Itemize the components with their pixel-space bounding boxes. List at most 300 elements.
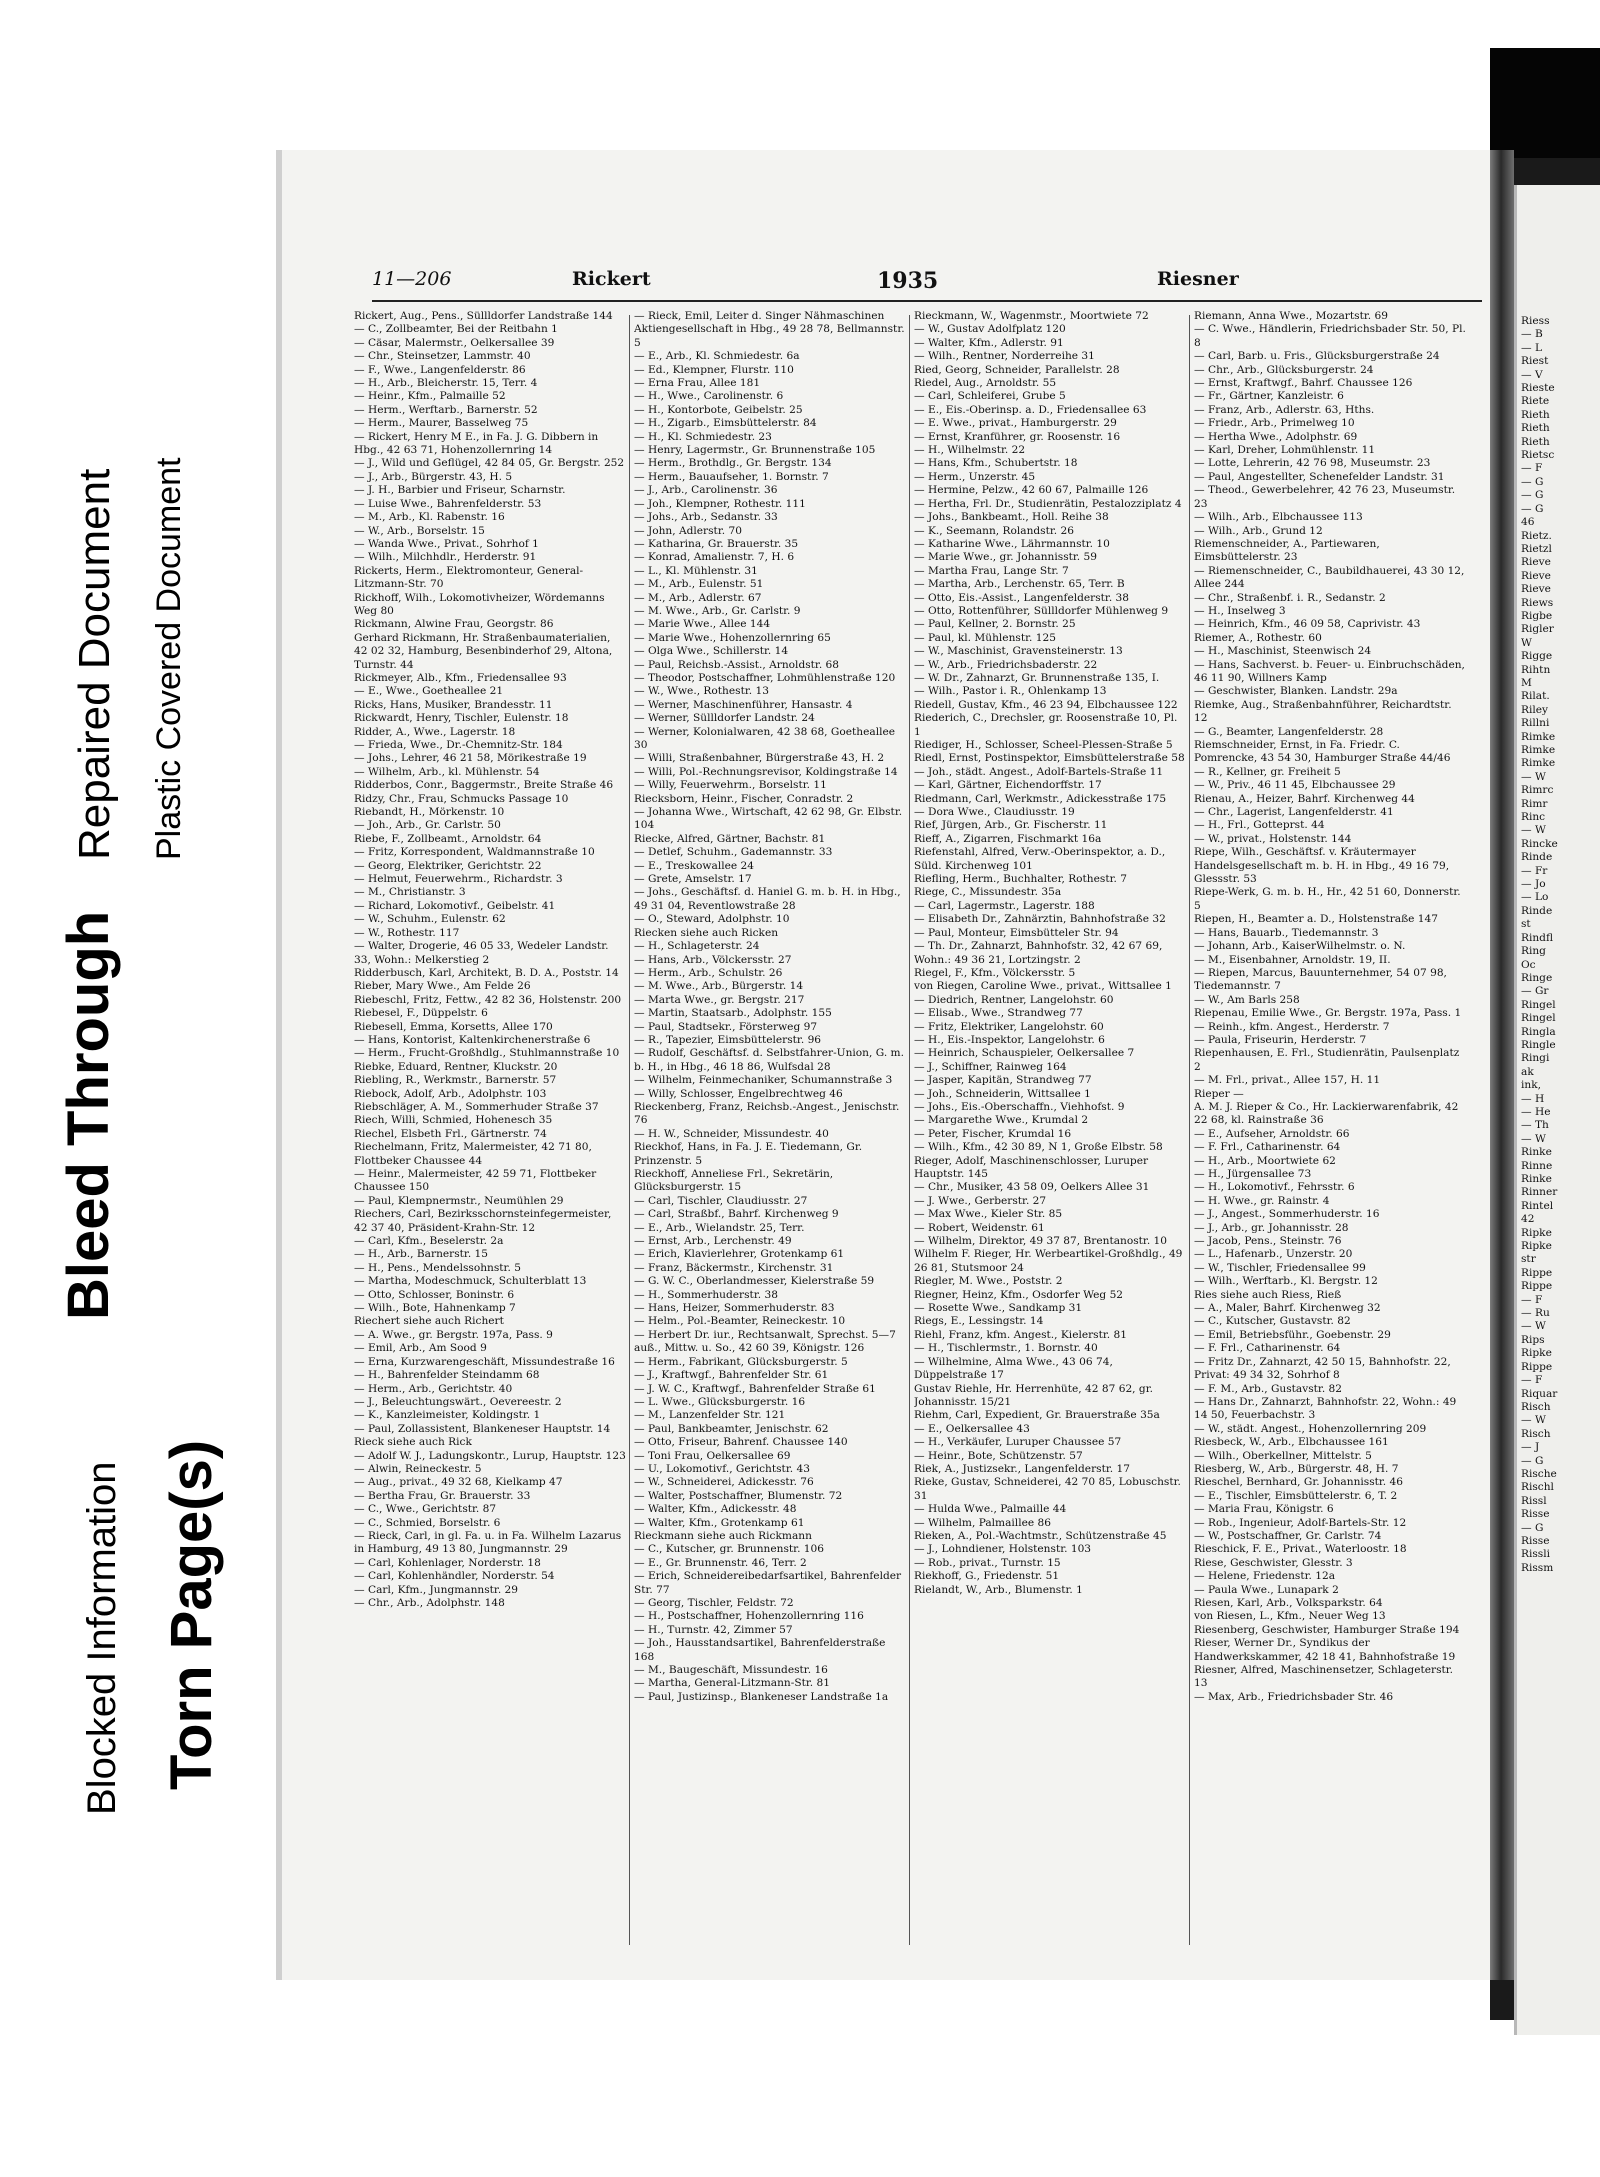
directory-entry: — H., Arb., Barnerstr. 15: [354, 1248, 489, 1261]
next-page-fragment: Ringel: [1521, 998, 1556, 1011]
directory-entry: — H. Wwe., gr. Rainstr. 4: [1194, 1194, 1330, 1207]
directory-entry: Riebock, Adolf, Arb., Adolphstr. 103: [354, 1087, 547, 1100]
directory-entry: — Maria Frau, Königstr. 6: [1194, 1503, 1334, 1516]
directory-entry: — M., Baugeschäft, Missundestr. 16: [634, 1664, 828, 1677]
column-divider: [909, 315, 910, 1945]
directory-entry: — Cäsar, Malermstr., Oelkersallee 39: [354, 336, 555, 349]
next-page-fragment: — W: [1521, 1320, 1546, 1333]
directory-entry: Riegner, Heinz, Kfm., Osdorfer Weg 52: [914, 1288, 1124, 1301]
directory-entry: — H. W., Schneider, Missundestr. 40: [634, 1127, 829, 1140]
directory-entry: — Herm., Fabrikant, Glücksburgerstr. 5: [634, 1355, 848, 1368]
next-page-fragment: Rinde: [1521, 851, 1553, 864]
directory-entry: Rieber, Mary Wwe., Am Felde 26: [354, 980, 531, 993]
next-page-fragment: Rimr: [1521, 797, 1548, 810]
next-page-fragment: Riess: [1521, 315, 1550, 327]
directory-entry: — Rudolf, Geschäftsf. d. Selbstfahrer-Union, G. m. b. H., in Hbg., 46 18 86, Wulfsdal 28: [634, 1047, 904, 1073]
next-page-fragment: — F: [1521, 1293, 1543, 1306]
directory-entry: — Hans, Bauarb., Tiedemannstr. 3: [1194, 926, 1379, 939]
next-page-fragment: Rieve: [1521, 583, 1551, 596]
directory-entry: — A. Wwe., gr. Bergstr. 197a, Pass. 9: [354, 1328, 553, 1341]
directory-entry: Rickert, Aug., Pens., Süllldorfer Landstraße 144: [354, 310, 613, 322]
directory-entry: — Elisabeth Dr., Zahnärztin, Bahnhofstraße 32: [914, 913, 1166, 926]
directory-entry: — Katharina, Gr. Brauerstr. 35: [634, 537, 799, 550]
directory-entry: — F. M., Arb., Gustavstr. 82: [1194, 1382, 1343, 1395]
next-page-fragment: — Th: [1521, 1119, 1549, 1132]
directory-entry: — Franz, Bäckermstr., Kirchenstr. 31: [634, 1261, 834, 1274]
directory-entry: — M., Arb., Kl. Rabenstr. 16: [354, 511, 505, 524]
next-page-fragment: — G: [1521, 489, 1544, 502]
directory-entry: — H., Arb., Moortwiete 62: [1194, 1154, 1336, 1167]
next-page-fragment: Rieve: [1521, 556, 1551, 569]
directory-entry: von Riesen, L., Kfm., Neuer Weg 13: [1194, 1610, 1386, 1623]
directory-entry: Ried, Georg, Schneider, Parallelstr. 28: [914, 363, 1120, 376]
scan-background-corner: [1490, 48, 1600, 158]
directory-entry: — Otto, Eis.-Assist., Langenfelderstr. 38: [914, 591, 1130, 604]
directory-entry: — Chr., Straßenbf. i. R., Sedanstr. 2: [1194, 591, 1386, 604]
directory-entry: — Geschwister, Blanken. Landstr. 29a: [1194, 685, 1398, 698]
header-first-name: Rickert: [572, 268, 651, 290]
next-page-fragment: Rincke: [1521, 837, 1558, 850]
directory-entry: — M. Frl., privat., Allee 157, H. 11: [1194, 1074, 1381, 1087]
directory-entry: — Werner, Süllldorfer Landstr. 24: [634, 712, 815, 725]
directory-entry: Riepe-Werk, G. m. b. H., Hr., 42 51 60, Donnerstr. 5: [1194, 886, 1461, 912]
directory-entry: Gustav Riehle, Hr. Herrenhüte, 42 87 62, gr. Johannisstr. 15/21: [914, 1382, 1153, 1408]
directory-entry: Riegs, E., Lessingstr. 14: [914, 1315, 1044, 1328]
next-page-fragment: — W: [1521, 1414, 1546, 1427]
directory-entry: Riediger, H., Schlosser, Scheel-Plessen-Straße 5: [914, 739, 1173, 751]
directory-entry: — Carl, Schleiferei, Grube 5: [914, 390, 1066, 403]
directory-entry: — Martha, Modeschmuck, Schulterblatt 13: [354, 1275, 587, 1288]
directory-entry: — Carl, Tischler, Claudiusstr. 27: [634, 1194, 808, 1207]
directory-entry: — U., Lokomotivf., Gerichtstr. 43: [634, 1462, 810, 1475]
next-page-fragment: — Lo: [1521, 891, 1549, 904]
next-page-fragment: — G: [1521, 1521, 1544, 1534]
directory-entry: — Katharine Wwe., Lährmannstr. 10: [914, 537, 1110, 550]
directory-entry: Riepenau, Emilie Wwe., Gr. Bergstr. 197a, Pass. 1: [1194, 1007, 1462, 1020]
next-page-fragment: ak: [1521, 1065, 1534, 1078]
directory-entry: — Chr., Musiker, 43 58 09, Oelkers Allee 31: [914, 1181, 1150, 1194]
next-page-fragment: Rilat.: [1521, 690, 1550, 703]
next-page-fragment: Rippe: [1521, 1360, 1553, 1373]
next-page-fragment: Risch: [1521, 1400, 1551, 1413]
directory-column-4: [1194, 310, 1466, 1950]
directory-entry: Rieff, A., Zigarren, Fischmarkt 16a: [914, 832, 1102, 845]
directory-entry: Rieper —: [1194, 1087, 1244, 1100]
directory-entry: Riebeschl, Fritz, Fettw., 42 82 36, Holstenstr. 200: [354, 993, 622, 1006]
directory-entry: — Heinr., Bote, Schützenstr. 57: [914, 1449, 1083, 1462]
directory-entry: — Ed., Klempner, Flurstr. 110: [634, 363, 794, 376]
directory-entry: — Walter, Drogerie, 46 05 33, Wedeler Landstr. 33, Wohn.: Melkerstieg 2: [354, 940, 609, 966]
next-page-fragment: Riews: [1521, 596, 1554, 609]
directory-entry: — Chr., Arb., Adolphstr. 148: [354, 1597, 505, 1609]
directory-entry: Riecksborn, Heinr., Fischer, Conradstr. 2: [634, 792, 854, 805]
next-page-fragment: — F: [1521, 1374, 1543, 1387]
directory-entry: Rieschick, F. E., Privat., Waterloostr. 18: [1194, 1543, 1407, 1556]
next-page-fragment: ink,: [1521, 1079, 1541, 1092]
directory-entry: — Wilh., Pastor i. R., Ohlenkamp 13: [914, 685, 1107, 698]
directory-entry: — K., Seemann, Rolandstr. 26: [914, 524, 1074, 537]
directory-entry: — H., Maschinist, Steenwisch 24: [1194, 645, 1372, 658]
directory-entry: — Rob., Ingenieur, Adolf-Bartels-Str. 12: [1194, 1516, 1407, 1529]
directory-entry: Rielandt, W., Arb., Blumenstr. 1: [914, 1583, 1083, 1596]
directory-entry: — W., Priv., 46 11 45, Elbchaussee 29: [1194, 779, 1396, 792]
directory-entry: — Henry, Lagermstr., Gr. Brunnenstraße 105: [634, 444, 876, 457]
directory-entry: Riefenstahl, Alfred, Verw.-Oberinspektor, a. D., Süld. Kirchenweg 101: [914, 846, 1166, 872]
directory-entry: Riebe, F., Zollbeamt., Arnoldstr. 64: [354, 832, 542, 845]
next-page-column: [1521, 315, 1600, 1955]
directory-entry: — Carl, Kohlenhändler, Norderstr. 54: [354, 1570, 555, 1583]
directory-entry: Riemke, Aug., Straßenbahnführer, Reichardtstr. 12: [1194, 698, 1452, 725]
directory-entry: — Hans, Arb., Völckersstr. 27: [634, 953, 792, 966]
directory-entry: — E. Wwe., privat., Hamburgerstr. 29: [914, 417, 1117, 430]
column-divider: [1189, 315, 1190, 1945]
directory-entry: — Wilh., Arb., Grund 12: [1194, 524, 1323, 537]
directory-entry: Riepen, H., Beamter a. D., Holstenstraße 147: [1194, 913, 1439, 926]
directory-entry: — E., Aufseher, Arnoldstr. 66: [1194, 1127, 1350, 1140]
directory-entry: — Werner, Kolonialwaren, 42 38 68, Goetheallee 30: [634, 725, 896, 751]
directory-entry: — Helm., Pol.-Beamter, Reineckestr. 10: [634, 1315, 846, 1328]
directory-entry: — Paul, Stadtsekr., Försterweg 97: [634, 1020, 818, 1033]
next-page-fragment: W: [1521, 636, 1532, 649]
directory-entry: — Joh., Klempner, Rothestr. 111: [634, 497, 806, 510]
directory-entry: Rieschel, Bernhard, Gr. Johannisstr. 46: [1194, 1476, 1404, 1489]
directory-entry: Riesbeck, W., Arb., Elbchaussee 161: [1194, 1436, 1389, 1449]
directory-entry: — Herm., Werftarb., Barnerstr. 52: [354, 403, 538, 416]
directory-entry: — C., Kutscher, gr. Brunnenstr. 106: [634, 1543, 825, 1556]
next-page-fragment: — V: [1521, 368, 1543, 381]
directory-entry: — Herm., Arb., Gerichtstr. 40: [354, 1382, 513, 1395]
directory-entry: — Emil, Betriebsführ., Goebenstr. 29: [1194, 1328, 1391, 1341]
directory-entry: Rieser, Werner Dr., Syndikus der Handwerkskammer, 42 18 41, Bahnhofstraße 19: [1194, 1637, 1456, 1663]
directory-entry: — H., Turnstr. 42, Zimmer 57: [634, 1623, 793, 1636]
directory-entry: — Paul, kl. Mühlenstr. 125: [914, 631, 1056, 644]
next-page-fragment: — F: [1521, 462, 1543, 475]
directory-entry: — J. Wwe., Gerberstr. 27: [914, 1194, 1047, 1207]
directory-entry: — Paul, Klempnermstr., Neumühlen 29: [354, 1194, 564, 1207]
directory-entry: — C., Kutscher, Gustavstr. 82: [1194, 1315, 1351, 1328]
directory-entry: — Ernst, Kranführer, gr. Roosenstr. 16: [914, 430, 1121, 443]
directory-entry: — F. Frl., Catharinenstr. 64: [1194, 1342, 1341, 1355]
directory-entry: — Lotte, Lehrerin, 42 76 98, Museumstr. 23: [1194, 457, 1431, 470]
next-page-fragment: Rigler: [1521, 623, 1554, 636]
directory-entry: — Carl, Kfm., Beselerstr. 2a: [354, 1235, 504, 1248]
next-page-fragment: — J: [1521, 1441, 1540, 1454]
directory-entry: Riechers, Carl, Bezirksschornsteinfegermeister, 42 37 40, Präsident-Krahn-Str. 12: [354, 1208, 612, 1234]
directory-entry: — Dora Wwe., Claudiusstr. 19: [914, 806, 1075, 819]
directory-entry: Rieckenberg, Franz, Reichsb.-Angest., Jenischstr. 76: [634, 1100, 900, 1127]
directory-entry: — J., Lohndiener, Holstenstr. 103: [914, 1543, 1092, 1556]
next-page-fragment: Rische: [1521, 1467, 1557, 1480]
directory-entry: Rickerts, Herm., Elektromonteur, General-Litzmann-Str. 70: [354, 564, 584, 591]
directory-entry: Riebesel, F., Düppelstr. 6: [354, 1007, 488, 1020]
directory-entry: Ridderbusch, Karl, Architekt, B. D. A., Poststr. 14: [354, 966, 619, 979]
directory-entry: — Johanna Wwe., Wirtschaft, 42 62 98, Gr. Elbstr. 104: [634, 806, 903, 832]
directory-entry: — H., Kontorbote, Geibelstr. 25: [634, 403, 803, 416]
directory-entry: — C., Schmied, Borselstr. 6: [354, 1516, 501, 1529]
directory-entry: — Herm., Bauaufseher, 1. Bornstr. 7: [634, 470, 829, 483]
directory-entry: — Heinrich, Kfm., 46 09 58, Caprivistr. 43: [1194, 618, 1421, 631]
directory-entry: — M., Arb., Eulenstr. 51: [634, 578, 764, 591]
directory-entry: — J., Beleuchtungswärt., Oevereestr. 2: [354, 1395, 562, 1408]
directory-entry: Riechelmann, Fritz, Malermeister, 42 71 80, Flottbeker Chaussee 44: [354, 1141, 592, 1167]
directory-entry: — H., Schlageterstr. 24: [634, 940, 760, 953]
directory-entry: — E., Arb., Wielandstr. 25, Terr.: [634, 1221, 805, 1234]
directory-entry: — Marta Wwe., gr. Bergstr. 217: [634, 993, 805, 1006]
next-page-fragment: Ringi: [1521, 1052, 1550, 1065]
next-page-fragment: Rillni: [1521, 717, 1550, 730]
torn-pages-label: Torn Page(s): [159, 1439, 224, 1790]
directory-entry: Rickmann, Alwine Frau, Georgstr. 86: [354, 618, 554, 631]
directory-entry: — Paul, Justizinsp., Blankeneser Landstraße 1a: [634, 1690, 889, 1703]
directory-entry: Riemann, Anna Wwe., Mozartstr. 69: [1194, 310, 1388, 322]
directory-entry: — O., Steward, Adolphstr. 10: [634, 913, 790, 926]
directory-entry: A. M. J. Rieper & Co., Hr. Lackierwarenfabrik, 42 22 68, kl. Rainstraße 36: [1194, 1100, 1459, 1127]
next-page-fragment: — H: [1521, 1092, 1545, 1105]
directory-entry: — C. Wwe., Händlerin, Friedrichsbader Str. 50, Pl. 8: [1194, 323, 1466, 349]
directory-entry: Riedell, Gustav, Kfm., 46 23 94, Elbchaussee 122: [914, 698, 1178, 711]
directory-entry: Riese, Geschwister, Glesstr. 3: [1194, 1556, 1353, 1569]
next-page-fragment: Rihtn: [1521, 663, 1551, 676]
directory-entry: — H., Kl. Schmiedestr. 23: [634, 430, 772, 443]
directory-entry: — H., Sommerhuderstr. 38: [634, 1288, 778, 1301]
bleed-through-label: Bleed Through: [56, 910, 121, 1320]
directory-entry: — Ernst, Kraftwgf., Bahrf. Chaussee 126: [1194, 377, 1413, 390]
directory-entry: Rieger, Adolf, Maschinenschlosser, Luruper Hauptstr. 145: [914, 1154, 1149, 1180]
directory-entry: — Willi, Straßenbahner, Bürgerstraße 43, H. 2: [634, 752, 885, 765]
directory-entry: — Karl, Dreher, Lohmühlenstr. 11: [1194, 444, 1376, 457]
directory-entry: — Wilh., Bote, Hahnenkamp 7: [354, 1302, 516, 1315]
next-page-fragment: Rintel: [1521, 1199, 1554, 1212]
directory-entry: Riechert siehe auch Richert: [354, 1315, 504, 1328]
directory-entry: — Wilhelmine, Alma Wwe., 43 06 74, Düppelstraße 17: [914, 1355, 1113, 1382]
plastic-covered-document-label: Plastic Covered Document: [150, 457, 188, 860]
directory-entry: — Walter, Kfm., Grotenkamp 61: [634, 1516, 805, 1529]
directory-entry: — Wilhelm, Palmaillee 86: [914, 1516, 1051, 1529]
directory-entry: — Willy, Feuerwehrm., Borselstr. 11: [634, 779, 827, 792]
directory-entry: — Emil, Arb., Am Sood 9: [354, 1342, 487, 1355]
directory-column-3: [914, 310, 1186, 1950]
directory-entry: — Friedr., Arb., Primelweg 10: [1194, 417, 1355, 430]
next-page-fragment: Ring: [1521, 945, 1546, 958]
next-page-fragment: Rigbe: [1521, 609, 1553, 622]
directory-entry: Riehm, Carl, Expedient, Gr. Brauerstraße 35a: [914, 1409, 1160, 1422]
directory-entry: Riebling, R., Werkmstr., Barnerstr. 57: [354, 1074, 557, 1087]
directory-entry: — W., Gustav Adolfplatz 120: [914, 323, 1066, 336]
directory-entry: — Paul, Bankbeamter, Jenischstr. 62: [634, 1422, 829, 1435]
directory-entry: — K., Kanzleimeister, Koldingstr. 1: [354, 1409, 541, 1422]
directory-entry: — J., Angest., Sommerhuderstr. 16: [1194, 1208, 1380, 1221]
next-page-fragment: Rinde: [1521, 904, 1553, 917]
directory-entry: — L. Wwe., Glücksburgerstr. 16: [634, 1395, 806, 1408]
directory-entry: — Wilhelm, Direktor, 49 37 87, Brentanostr. 10: [914, 1235, 1168, 1248]
directory-entry: — Chr., Lagerist, Langenfelderstr. 41: [1194, 806, 1394, 819]
directory-entry: — Georg, Elektriker, Gerichtstr. 22: [354, 859, 542, 872]
next-page-fragment: Rips: [1521, 1333, 1545, 1346]
directory-entry: — Olga Wwe., Schillerstr. 14: [634, 645, 789, 658]
header-year: 1935: [877, 268, 939, 294]
directory-entry: — Theod., Gewerbelehrer, 42 76 23, Museumstr. 23: [1194, 484, 1456, 510]
directory-entry: — E., Wwe., Goetheallee 21: [354, 685, 504, 698]
directory-entry: — Wanda Wwe., Privat., Sohrhof 1: [354, 537, 539, 550]
next-page-fragment: Riquar: [1521, 1387, 1558, 1400]
next-page-fragment: 46: [1521, 516, 1535, 529]
directory-entry: — Peter, Fischer, Krumdal 16: [914, 1127, 1072, 1140]
directory-entry: — E., Oelkersallee 43: [914, 1422, 1030, 1435]
directory-entry: Riesen, Karl, Arb., Volksparkstr. 64: [1194, 1597, 1383, 1609]
next-page-fragment: — Fr: [1521, 864, 1548, 877]
directory-entry: — Margarethe Wwe., Krumdal 2: [914, 1114, 1089, 1127]
next-page-fragment: — L: [1521, 341, 1542, 354]
directory-entry: — Erna Frau, Allee 181: [634, 377, 761, 390]
directory-entry: — Fritz, Elektriker, Langelohstr. 60: [914, 1020, 1104, 1033]
directory-entry: — Rieck, Emil, Leiter d. Singer Nähmaschinen Aktiengesellschaft in Hbg., 49 28 78, Bellmannstr. 5: [634, 310, 905, 349]
directory-entry: — Helene, Friedenstr. 12a: [1194, 1570, 1336, 1583]
directory-entry: — Paula Wwe., Lunapark 2: [1194, 1583, 1339, 1596]
directory-entry: Ridderbos, Conr., Baggermstr., Breite Straße 46: [354, 779, 614, 792]
directory-entry: — Herbert Dr. iur., Rechtsanwalt, Sprechst. 5—7 auß., Mittw. u. So., 42 60 39, Königstr. 126: [634, 1328, 896, 1355]
next-page-fragment: Riley: [1521, 703, 1549, 716]
directory-entry: — Wilh., Milchhdlr., Herderstr. 91: [354, 551, 537, 564]
directory-entry: — W., städt. Angest., Hohenzollernring 209: [1194, 1422, 1427, 1435]
directory-entry: — Grete, Amselstr. 17: [634, 873, 752, 886]
directory-entry: Ridder, A., Wwe., Lagerstr. 18: [354, 725, 516, 738]
directory-entry: — Erich, Klavierlehrer, Grotenkamp 61: [634, 1248, 845, 1261]
directory-entry: Riecke, Alfred, Gärtner, Bachstr. 81: [634, 832, 826, 845]
directory-entry: — Rosette Wwe., Sandkamp 31: [914, 1302, 1083, 1315]
directory-entry: Riebesell, Emma, Korsetts, Allee 170: [354, 1020, 553, 1033]
directory-entry: — Herm., Unzerstr. 45: [914, 470, 1036, 483]
directory-entry: — Konrad, Amalienstr. 7, H. 6: [634, 551, 795, 564]
next-page-fragment: Rinner: [1521, 1186, 1558, 1199]
directory-entry: — J., Schiffner, Rainweg 164: [914, 1060, 1067, 1073]
directory-entry: — Martin, Staatsarb., Adolphstr. 155: [634, 1007, 832, 1020]
directory-entry: Riech, Willi, Schmied, Hohenesch 35: [354, 1114, 553, 1127]
next-page-fragment: Rinne: [1521, 1159, 1553, 1172]
directory-entry: Riemschneider, Ernst, in Fa. Friedr. C. Pomrencke, 43 54 30, Hamburger Straße 44/46: [1194, 739, 1451, 765]
directory-entry: — Carl, Kohlenlager, Norderstr. 18: [354, 1556, 541, 1569]
column-divider: [629, 315, 630, 1945]
directory-entry: — Hans, Sachverst. b. Feuer- u. Einbruchschäden, 46 11 90, Willners Kamp: [1194, 658, 1465, 684]
next-page-fragment: — W: [1521, 1132, 1546, 1145]
directory-entry: — Hulda Wwe., Palmaille 44: [914, 1503, 1067, 1516]
directory-entry: — Fr., Gärtner, Kanzleistr. 6: [1194, 390, 1344, 403]
directory-entry: — Hertha, Frl. Dr., Studienrätin, Pestalozziplatz 4: [914, 497, 1182, 510]
directory-entry: — Werner, Maschinenführer, Hansastr. 4: [634, 698, 853, 711]
directory-page: [276, 150, 1490, 1980]
directory-entry: — J., Wild und Geflügel, 42 84 05, Gr. Bergstr. 252: [354, 457, 625, 470]
next-page-fragment: Rischl: [1521, 1481, 1554, 1494]
directory-entry: — Willi, Pol.-Rechnungsrevisor, Koldingstraße 14: [634, 765, 898, 778]
directory-entry: — Paula, Friseurin, Herderstr. 7: [1194, 1033, 1367, 1046]
directory-entry: — Johs., Bankbeamt., Holl. Reihe 38: [914, 511, 1109, 524]
next-page-fragment: Rieve: [1521, 569, 1551, 582]
directory-entry: — Elisab., Wwe., Strandweg 77: [914, 1007, 1083, 1020]
next-page-fragment: Rigge: [1521, 650, 1553, 663]
page-header: [372, 268, 1482, 298]
directory-entry: — L., Hafenarb., Unzerstr. 20: [1194, 1248, 1353, 1261]
directory-entry: — M., Christianstr. 3: [354, 886, 466, 899]
directory-entry: — Erna, Kurzwarengeschäft, Missundestraße 16: [354, 1355, 615, 1368]
directory-entry: Ries siehe auch Riess, Rieß: [1194, 1288, 1342, 1301]
next-page-fragment: Rippe: [1521, 1266, 1553, 1279]
directory-entry: — Alwin, Reineckestr. 5: [354, 1462, 482, 1475]
book-binding: [1488, 150, 1514, 1980]
directory-entry: — Aug., privat., 49 32 68, Kielkamp 47: [354, 1476, 563, 1489]
directory-entry: — Otto, Rottenführer, Süllldorfer Mühlenweg 9: [914, 604, 1169, 617]
directory-entry: — W., privat., Holstenstr. 144: [1194, 832, 1352, 845]
directory-entry: — Helmut, Feuerwehrm., Richardstr. 3: [354, 873, 563, 886]
next-page-fragment: str: [1521, 1253, 1536, 1266]
directory-entry: — Martha, General-Litzmann-Str. 81: [634, 1677, 830, 1690]
directory-entry: Riepenhausen, E. Frl., Studienrätin, Paulsenplatz 2: [1194, 1047, 1460, 1073]
next-page-fragment: — He: [1521, 1105, 1551, 1118]
next-page-fragment: Ripke: [1521, 1347, 1552, 1360]
next-page-fragment: Rieth: [1521, 408, 1550, 421]
next-page-fragment: Rietz.: [1521, 529, 1552, 542]
directory-entry: — R., Tapezier, Eimsbüttelerstr. 96: [634, 1033, 822, 1046]
directory-entry: Riehl, Franz, kfm. Angest., Kielerstr. 81: [914, 1328, 1127, 1341]
next-page-fragment: Rinke: [1521, 1173, 1552, 1185]
directory-entry: — Toni Frau, Oelkersallee 69: [634, 1449, 791, 1462]
directory-entry: Riepe, Wilh., Geschäftsf. v. Kräutermayer Handelsgesellschaft m. b. H. in Hbg., 49 16 79, Glessstr. 53: [1194, 846, 1450, 886]
next-page-fragment: — G: [1521, 502, 1544, 515]
directory-entry: — E., Tischler, Eimsbüttelerstr. 6, T. 2: [1194, 1489, 1398, 1502]
directory-entry: — W., Tischler, Friedensallee 99: [1194, 1261, 1366, 1274]
next-page-fragment: Ripke: [1521, 1226, 1552, 1239]
directory-entry: — Martha Frau, Lange Str. 7: [914, 564, 1069, 577]
directory-entry: von Riegen, Caroline Wwe., privat., Wittsallee 1: [914, 980, 1172, 993]
directory-entry: — Chr., Arb., Glücksburgerstr. 24: [1194, 363, 1374, 376]
directory-entry: — Willy, Schlosser, Engelbrechtweg 46: [634, 1087, 843, 1100]
directory-entry: — Jasper, Kapitän, Strandweg 77: [914, 1074, 1092, 1087]
directory-entry: — C., Wwe., Gerichtstr. 87: [354, 1503, 497, 1516]
blocked-information-label: Blocked Information: [80, 1461, 124, 1815]
directory-entry: — Ernst, Arb., Lerchenstr. 49: [634, 1235, 792, 1248]
directory-entry: Riesenberg, Geschwister, Hamburger Straße 194: [1194, 1623, 1460, 1636]
directory-entry: Riegel, F., Kfm., Völckersstr. 5: [914, 966, 1076, 979]
directory-entry: Riechel, Elsbeth Frl., Gärtnerstr. 74: [354, 1127, 547, 1140]
directory-entry: — Franz, Arb., Adlerstr. 63, Hths.: [1194, 403, 1375, 416]
directory-entry: — Herm., Maurer, Basselweg 75: [354, 417, 529, 430]
directory-entry: — Joh., Schneiderin, Wittsallee 1: [914, 1087, 1091, 1100]
directory-entry: — Wilh., Arb., Elbchaussee 113: [1194, 511, 1363, 524]
next-page-fragment: — B: [1521, 328, 1543, 341]
directory-entry: — Paul, Zollassistent, Blankeneser Hauptstr. 14: [354, 1422, 611, 1435]
directory-entry: — Robert, Weidenstr. 61: [914, 1221, 1045, 1234]
directory-entry: — W. Dr., Zahnarzt, Gr. Brunnenstraße 135, I.: [914, 671, 1160, 684]
repaired-document-label: Repaired Document: [70, 468, 119, 860]
directory-entry: — Richard, Lokomotivf., Geibelstr. 41: [354, 899, 556, 912]
directory-entry: — Max, Arb., Friedrichsbader Str. 46: [1194, 1690, 1394, 1703]
next-page-fragment: Rissm: [1521, 1561, 1554, 1574]
next-page-fragment: Riest: [1521, 355, 1549, 368]
directory-entry: — Carl, Kfm., Jungmannstr. 29: [354, 1583, 519, 1596]
header-rule: [372, 300, 1482, 302]
directory-entry: — G. W. C., Oberlandmesser, Kielerstraße 59: [634, 1275, 875, 1288]
directory-entry: Wilhelm F. Rieger, Hr. Werbeartikel-Großhdlg., 49 26 81, Stutsmoor 24: [914, 1248, 1183, 1274]
directory-entry: — L., Kl. Mühlenstr. 31: [634, 564, 758, 577]
next-page-fragment: Risse: [1521, 1508, 1550, 1521]
directory-entry: Gerhard Rickmann, Hr. Straßenbaumaterialien, 42 02 32, Hamburg, Besenbinderhof 29, Altona, Turnstr. 44: [354, 631, 613, 671]
directory-entry: — Riemenschneider, C., Baubildhauerei, 43 30 12, Allee 244: [1194, 564, 1465, 591]
next-page-fragment: st: [1521, 918, 1531, 931]
directory-entry: Riege, C., Missundestr. 35a: [914, 886, 1062, 899]
directory-entry: — Diedrich, Rentner, Langelohstr. 60: [914, 993, 1114, 1006]
directory-entry: — Herm., Arb., Schulstr. 26: [634, 966, 783, 979]
directory-entry: — M., Arb., Adlerstr. 67: [634, 591, 762, 604]
directory-entry: — H., Pens., Mendelssohnstr. 5: [354, 1261, 521, 1274]
directory-entry: Rief, Jürgen, Arb., Gr. Fischerstr. 11: [914, 819, 1108, 832]
